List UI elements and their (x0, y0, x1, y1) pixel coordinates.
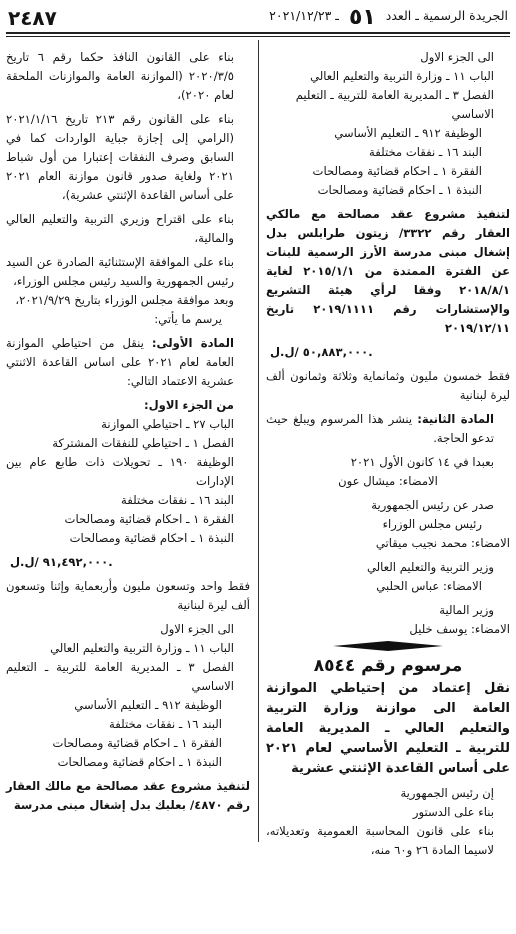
from-item-line: البند ١٦ ـ نفقات مختلفة (121, 493, 234, 507)
law-213-paragraph: بناء على القانون رقم ٢١٣ تاريخ ٢٠٢١/١/١٦ (الرامي إلى إجازة جباية الواردات كما في السابق وصرف النفقات إعتبارا من أول شباط ٢٠٢١ ولغاية صدور قانون موازنة العام ٢٠٢١ على أساس القاعدة الإثنتي عشرية)، (6, 112, 234, 202)
right-column (266, 48, 510, 860)
decrees-line: يرسم ما يأتي: (154, 312, 222, 326)
public-accounting-line: بناء على قانون المحاسبة العمومية وتعديلاته، لاسيما المادة ٢٦ و٦٠ منه، (266, 824, 494, 857)
amount-figure: ٩١,٤٩٢,٠٠٠ /ل.ل. (10, 555, 113, 569)
signature-education-minister: الامضاء: عباس الحلبي (376, 579, 482, 593)
header-rule-thin (6, 36, 510, 37)
article-2-text: ينشر هذا المرسوم ويبلغ حيث تدعو الحاجة. (266, 412, 494, 445)
to-part-line: الى الجزء الاول (420, 50, 494, 64)
from-function-line: الوظيفة ١٩٠ ـ تحويلات ذات طابع عام بين الإدارات (6, 455, 234, 488)
item-line: البند ١٦ ـ نفقات مختلفة (369, 145, 482, 159)
minister-education-title: وزير التربية والتعليم العالي (366, 560, 494, 574)
from-chapter-line: الباب ٢٧ ـ احتياطي الموازنة (101, 417, 234, 431)
paragraph-line: الفقرة ١ ـ احكام قضائية ومصالحات (312, 164, 482, 178)
president-line: إن رئيس الجمهورية (400, 786, 494, 800)
to-chapter-line: الباب ١١ ـ وزارة التربية والتعليم العالي (50, 641, 234, 655)
place-date: بعبدا في ١٤ كانون الأول ٢٠٢١ (350, 455, 494, 469)
amount-figure: ٥٠,٨٨٣,٠٠٠ /ل.ل. (270, 345, 373, 359)
project-description: لتنفيذ مشروع عقد مصالحة مع مالك العقار رقم ٤٨٧٠/ بعلبك بدل إشغال مبنى مدرسة (6, 779, 250, 812)
signature-president: الامضاء: ميشال عون (338, 474, 438, 488)
council-approval: وبعد موافقة مجلس الوزراء بتاريخ ٢٠٢١/٩/٢٩، (15, 293, 234, 307)
to-section-line: الفصل ٣ ـ المديرية العامة للتربية ـ التعليم الاساسي (6, 660, 234, 693)
gazette-title (269, 5, 508, 30)
from-paragraph-line: الفقرة ١ ـ احكام قضائية ومصالحات (64, 512, 234, 526)
constitution-line: بناء على الدستور (412, 805, 494, 819)
to-part-line: الى الجزء الاول (160, 622, 234, 636)
signature-finance-minister: الامضاء: يوسف خليل (409, 622, 510, 636)
issue-number: ٥١ (348, 5, 376, 30)
minister-finance-title: وزير المالية (439, 603, 494, 617)
from-part-heading: من الجزء الاول: (143, 398, 234, 412)
pm-title: رئيس مجلس الوزراء (382, 517, 482, 531)
column-separator (258, 40, 259, 842)
article-2-label: المادة الثانية: (417, 412, 495, 426)
gazette-name: الجريدة الرسمية ـ العدد (385, 8, 508, 23)
amount-in-words: فقط خمسون مليون وثمانماية وثلاثة وثمانون ألف ليرة لبنانية (266, 369, 510, 402)
chapter-line: الباب ١١ ـ وزارة التربية والتعليم العالي (310, 69, 494, 83)
to-paragraph-line: الفقرة ١ ـ احكام قضائية ومصالحات (52, 736, 222, 750)
article-1-text: ينقل من احتياطي الموازنة العامة لعام ٢٠٢١ على اساس القاعدة الاثنتي عشرية الاعتماد التالي: (6, 336, 234, 388)
to-subparagraph-line: النبذة ١ ـ احكام قضائية ومصالحات (57, 755, 222, 769)
left-column (6, 48, 250, 815)
project-description: لتنفيذ مشروع عقد مصالحة مع مالكي العقار رقم ٣٣٢٢/ زيتون طرابلس بدل إشغال مبنى مدرسة الأرز الرسمية للبنات عن الفترة الممتدة من ٢٠١٥/١/١ لغاية ٢٠١٨/٨/١ وفقا لرأي هيئة التشريع والإستشارات رقم ٢٠١٩/١١١١ تاريخ ٢٠١٩/١٢/١١ (266, 207, 511, 335)
function-line: الوظيفة ٩١٢ ـ التعليم الأساسي (334, 126, 482, 140)
law-6-paragraph: بناء على القانون النافذ حكما رقم ٦ تاريخ ٢٠٢٠/٣/٥ (الموازنة العامة والموازنات الملحقة لعام ٢٠٢٠)، (6, 50, 234, 102)
proposal-paragraph: بناء على اقتراح وزيري التربية والتعليم العالي والمالية، (6, 212, 234, 245)
header-rule (6, 32, 510, 34)
decree-subject: نقل إعتماد من إحتياطي الموازنة العامة الى موازنة وزارة التربية والتعليم العالي ـ المديرية العامة للتربية ـ التعليم الأساسي لعام ٢٠٢١ على أساس القاعدة الإثنتي عشرية (266, 681, 510, 776)
signature-pm: الامضاء: محمد نجيب ميقاتي (375, 536, 510, 550)
from-section-line: الفصل ١ ـ احتياطي للنفقات المشتركة (52, 436, 234, 450)
decree-title: مرسوم رقم ٨٥٤٤ (313, 656, 463, 676)
issued-by: صدر عن رئيس الجمهورية (371, 498, 494, 512)
ornament-divider (266, 639, 510, 653)
to-function-line: الوظيفة ٩١٢ ـ التعليم الأساسي (74, 698, 222, 712)
to-item-line: البند ١٦ ـ نفقات مختلفة (109, 717, 222, 731)
page-number: ٢٤٨٧ (8, 6, 57, 30)
section-line: الفصل ٣ ـ المديرية العامة للتربية ـ التعليم الاساسي (295, 88, 494, 121)
page-header (8, 4, 508, 30)
article-1-label: المادة الأولى: (151, 336, 235, 350)
issue-date: ـ ٢٠٢١/١٢/٢٣ (269, 8, 339, 23)
approval-paragraph: بناء على الموافقة الإستثنائية الصادرة عن السيد رئيس الجمهورية والسيد رئيس مجلس الوزراء، (6, 255, 234, 288)
subparagraph-line: النبذة ١ ـ احكام قضائية ومصالحات (317, 183, 482, 197)
from-subparagraph-line: النبذة ١ ـ احكام قضائية ومصالحات (69, 531, 234, 545)
amount-in-words: فقط واحد وتسعون مليون وأربعماية وإثنا وتسعون ألف ليرة لبنانية (6, 579, 250, 612)
